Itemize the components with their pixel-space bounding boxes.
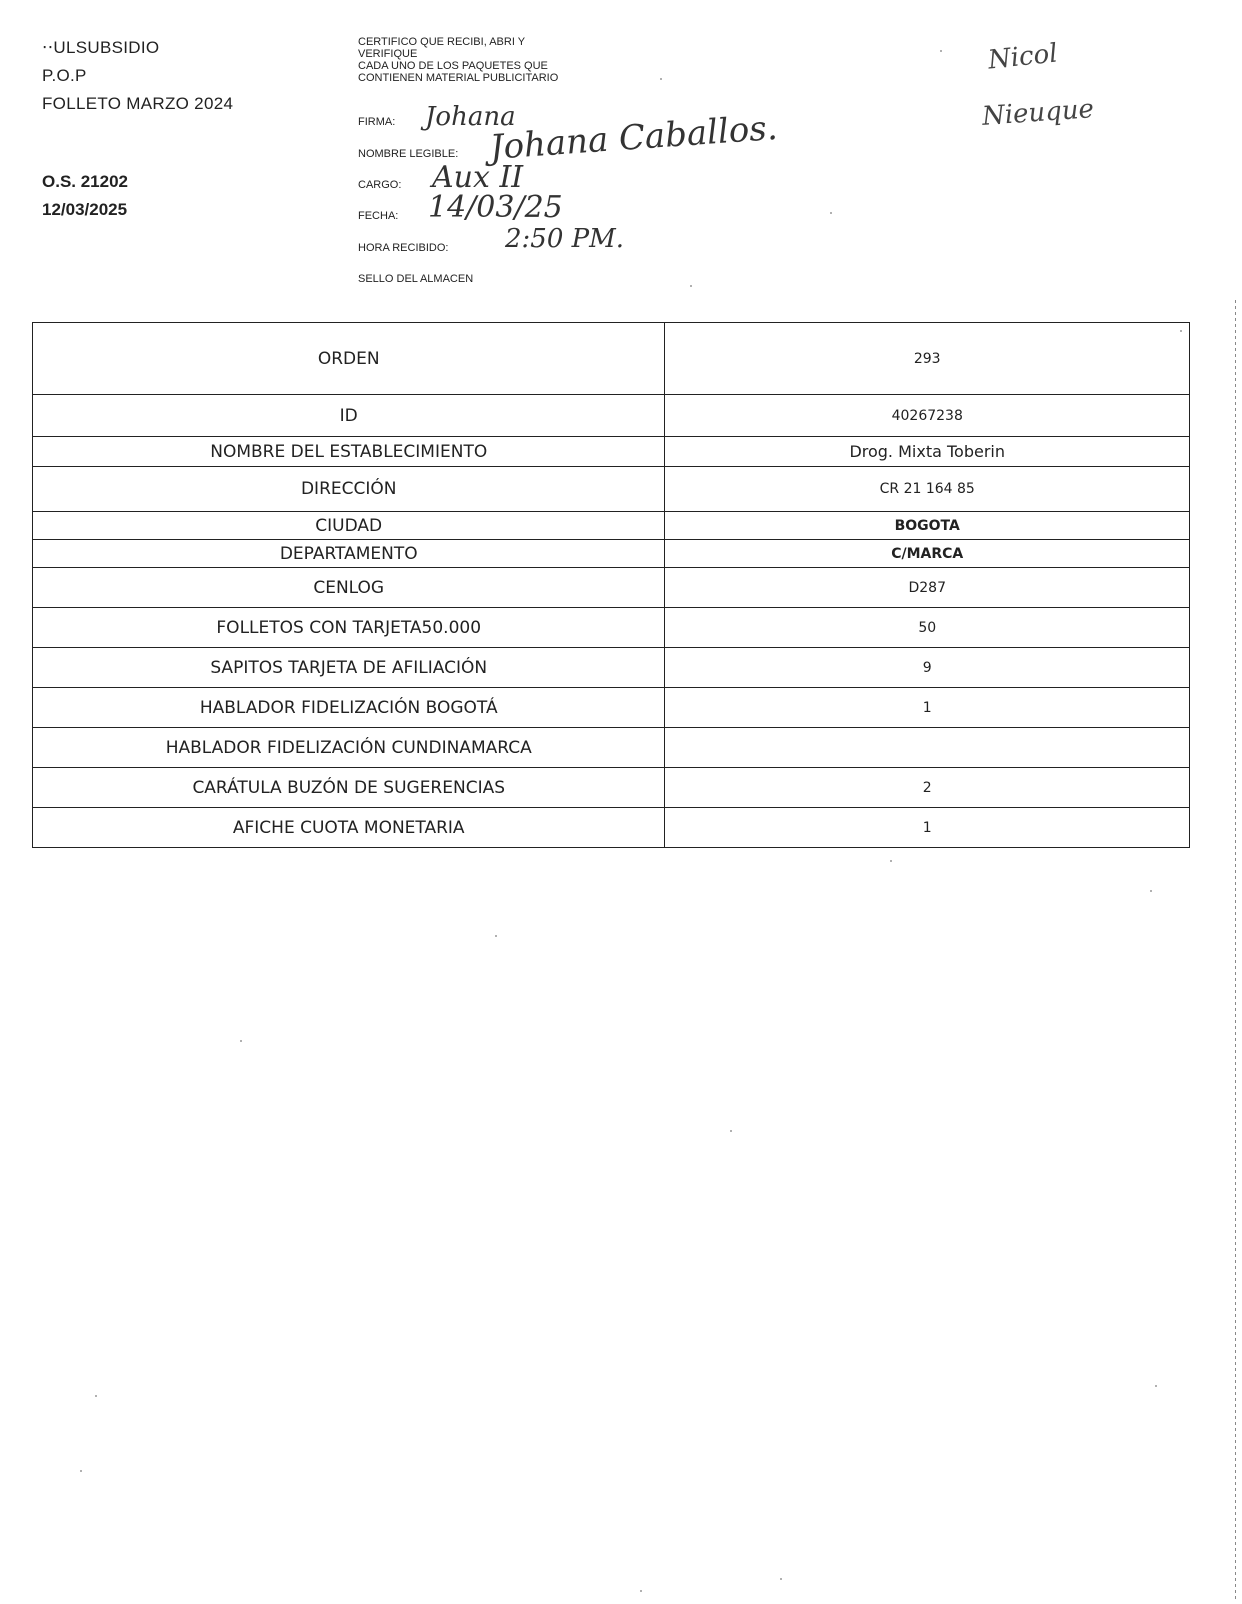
row-value: Drog. Mixta Toberin [665, 437, 1190, 467]
table-row [33, 323, 1190, 395]
row-value: 1 [665, 808, 1190, 848]
campaign-name: FOLLETO MARZO 2024 [42, 94, 234, 113]
receipt-certificate [358, 36, 658, 84]
row-value: C/MARCA [665, 540, 1190, 568]
scan-speck [830, 212, 832, 214]
row-value [665, 728, 1190, 768]
row-value: 9 [665, 648, 1190, 688]
scan-speck [80, 1470, 82, 1472]
corner-note-line-2: Nieuque [981, 94, 1095, 132]
row-value: D287 [665, 568, 1190, 608]
row-label: NOMBRE DEL ESTABLECIMIENTO [33, 437, 665, 467]
row-value: 40267238 [665, 395, 1190, 437]
corner-note-line-1: Nicol [986, 38, 1059, 76]
received-time-handwriting: 2:50 PM. [505, 224, 625, 254]
row-label: CENLOG [33, 568, 665, 608]
table-row [33, 395, 1190, 437]
material-type: P.O.P [42, 66, 87, 85]
scan-edge-line [1235, 300, 1236, 1600]
scan-speck [890, 860, 892, 862]
row-label: ORDEN [33, 323, 665, 395]
row-label: AFICHE CUOTA MONETARIA [33, 808, 665, 848]
table-row [33, 467, 1190, 512]
scan-speck [660, 78, 662, 80]
statement-line: VERIFIQUE [358, 48, 418, 60]
legible-name-handwriting: Johana Caballos. [488, 107, 779, 168]
row-label: SAPITOS TARJETA DE AFILIACIÓN [33, 648, 665, 688]
table-row [33, 768, 1190, 808]
table-row [33, 540, 1190, 568]
row-label: HABLADOR FIDELIZACIÓN BOGOTÁ [33, 688, 665, 728]
table-row [33, 808, 1190, 848]
row-value: CR 21 164 85 [665, 467, 1190, 512]
signature-label: FIRMA: [358, 116, 396, 128]
company-header [42, 34, 233, 118]
row-value: BOGOTA [665, 512, 1190, 540]
row-value: 293 [665, 323, 1190, 395]
delivery-table [32, 322, 1190, 848]
table-row [33, 728, 1190, 768]
legible-name-label: NOMBRE LEGIBLE: [358, 148, 459, 160]
scan-speck [1180, 330, 1182, 332]
scan-speck [780, 1578, 782, 1580]
row-label: CARÁTULA BUZÓN DE SUGERENCIAS [33, 768, 665, 808]
position-handwriting: Aux II [432, 160, 524, 195]
table-row [33, 688, 1190, 728]
scan-speck [240, 1040, 242, 1042]
scan-speck [730, 1130, 732, 1132]
table-row [33, 608, 1190, 648]
table-row [33, 512, 1190, 540]
certificate-statement [358, 36, 658, 84]
scan-speck [95, 1395, 97, 1397]
row-value: 50 [665, 608, 1190, 648]
company-name: ⋅⋅ULSUBSIDIO [42, 38, 160, 57]
service-order-number: O.S. 21202 [42, 172, 129, 191]
service-order-date: 12/03/2025 [42, 200, 128, 219]
scan-speck [640, 1590, 642, 1592]
row-value: 2 [665, 768, 1190, 808]
row-label: FOLLETOS CON TARJETA50.000 [33, 608, 665, 648]
signature-handwriting: Johana [425, 102, 516, 132]
received-time-label: HORA RECIBIDO: [358, 242, 449, 254]
row-label: CIUDAD [33, 512, 665, 540]
row-label: HABLADOR FIDELIZACIÓN CUNDINAMARCA [33, 728, 665, 768]
row-value: 1 [665, 688, 1190, 728]
position-label: CARGO: [358, 179, 402, 191]
scan-speck [1150, 890, 1152, 892]
service-order-block [42, 168, 128, 224]
table-row [33, 568, 1190, 608]
scan-speck [1155, 1385, 1157, 1387]
row-label: DEPARTAMENTO [33, 540, 665, 568]
table-row [33, 648, 1190, 688]
scan-speck [495, 935, 497, 937]
date-handwriting: 14/03/25 [428, 190, 563, 225]
table-row [33, 437, 1190, 467]
row-label: DIRECCIÓN [33, 467, 665, 512]
statement-line: CONTIENEN MATERIAL PUBLICITARIO [358, 72, 559, 84]
statement-line: CERTIFICO QUE RECIBI, ABRI Y [358, 36, 526, 48]
scan-speck [940, 50, 942, 52]
warehouse-stamp-label: SELLO DEL ALMACEN [358, 273, 474, 285]
row-label: ID [33, 395, 665, 437]
statement-line: CADA UNO DE LOS PAQUETES QUE [358, 60, 548, 72]
date-label: FECHA: [358, 210, 399, 222]
scan-speck [690, 285, 692, 287]
